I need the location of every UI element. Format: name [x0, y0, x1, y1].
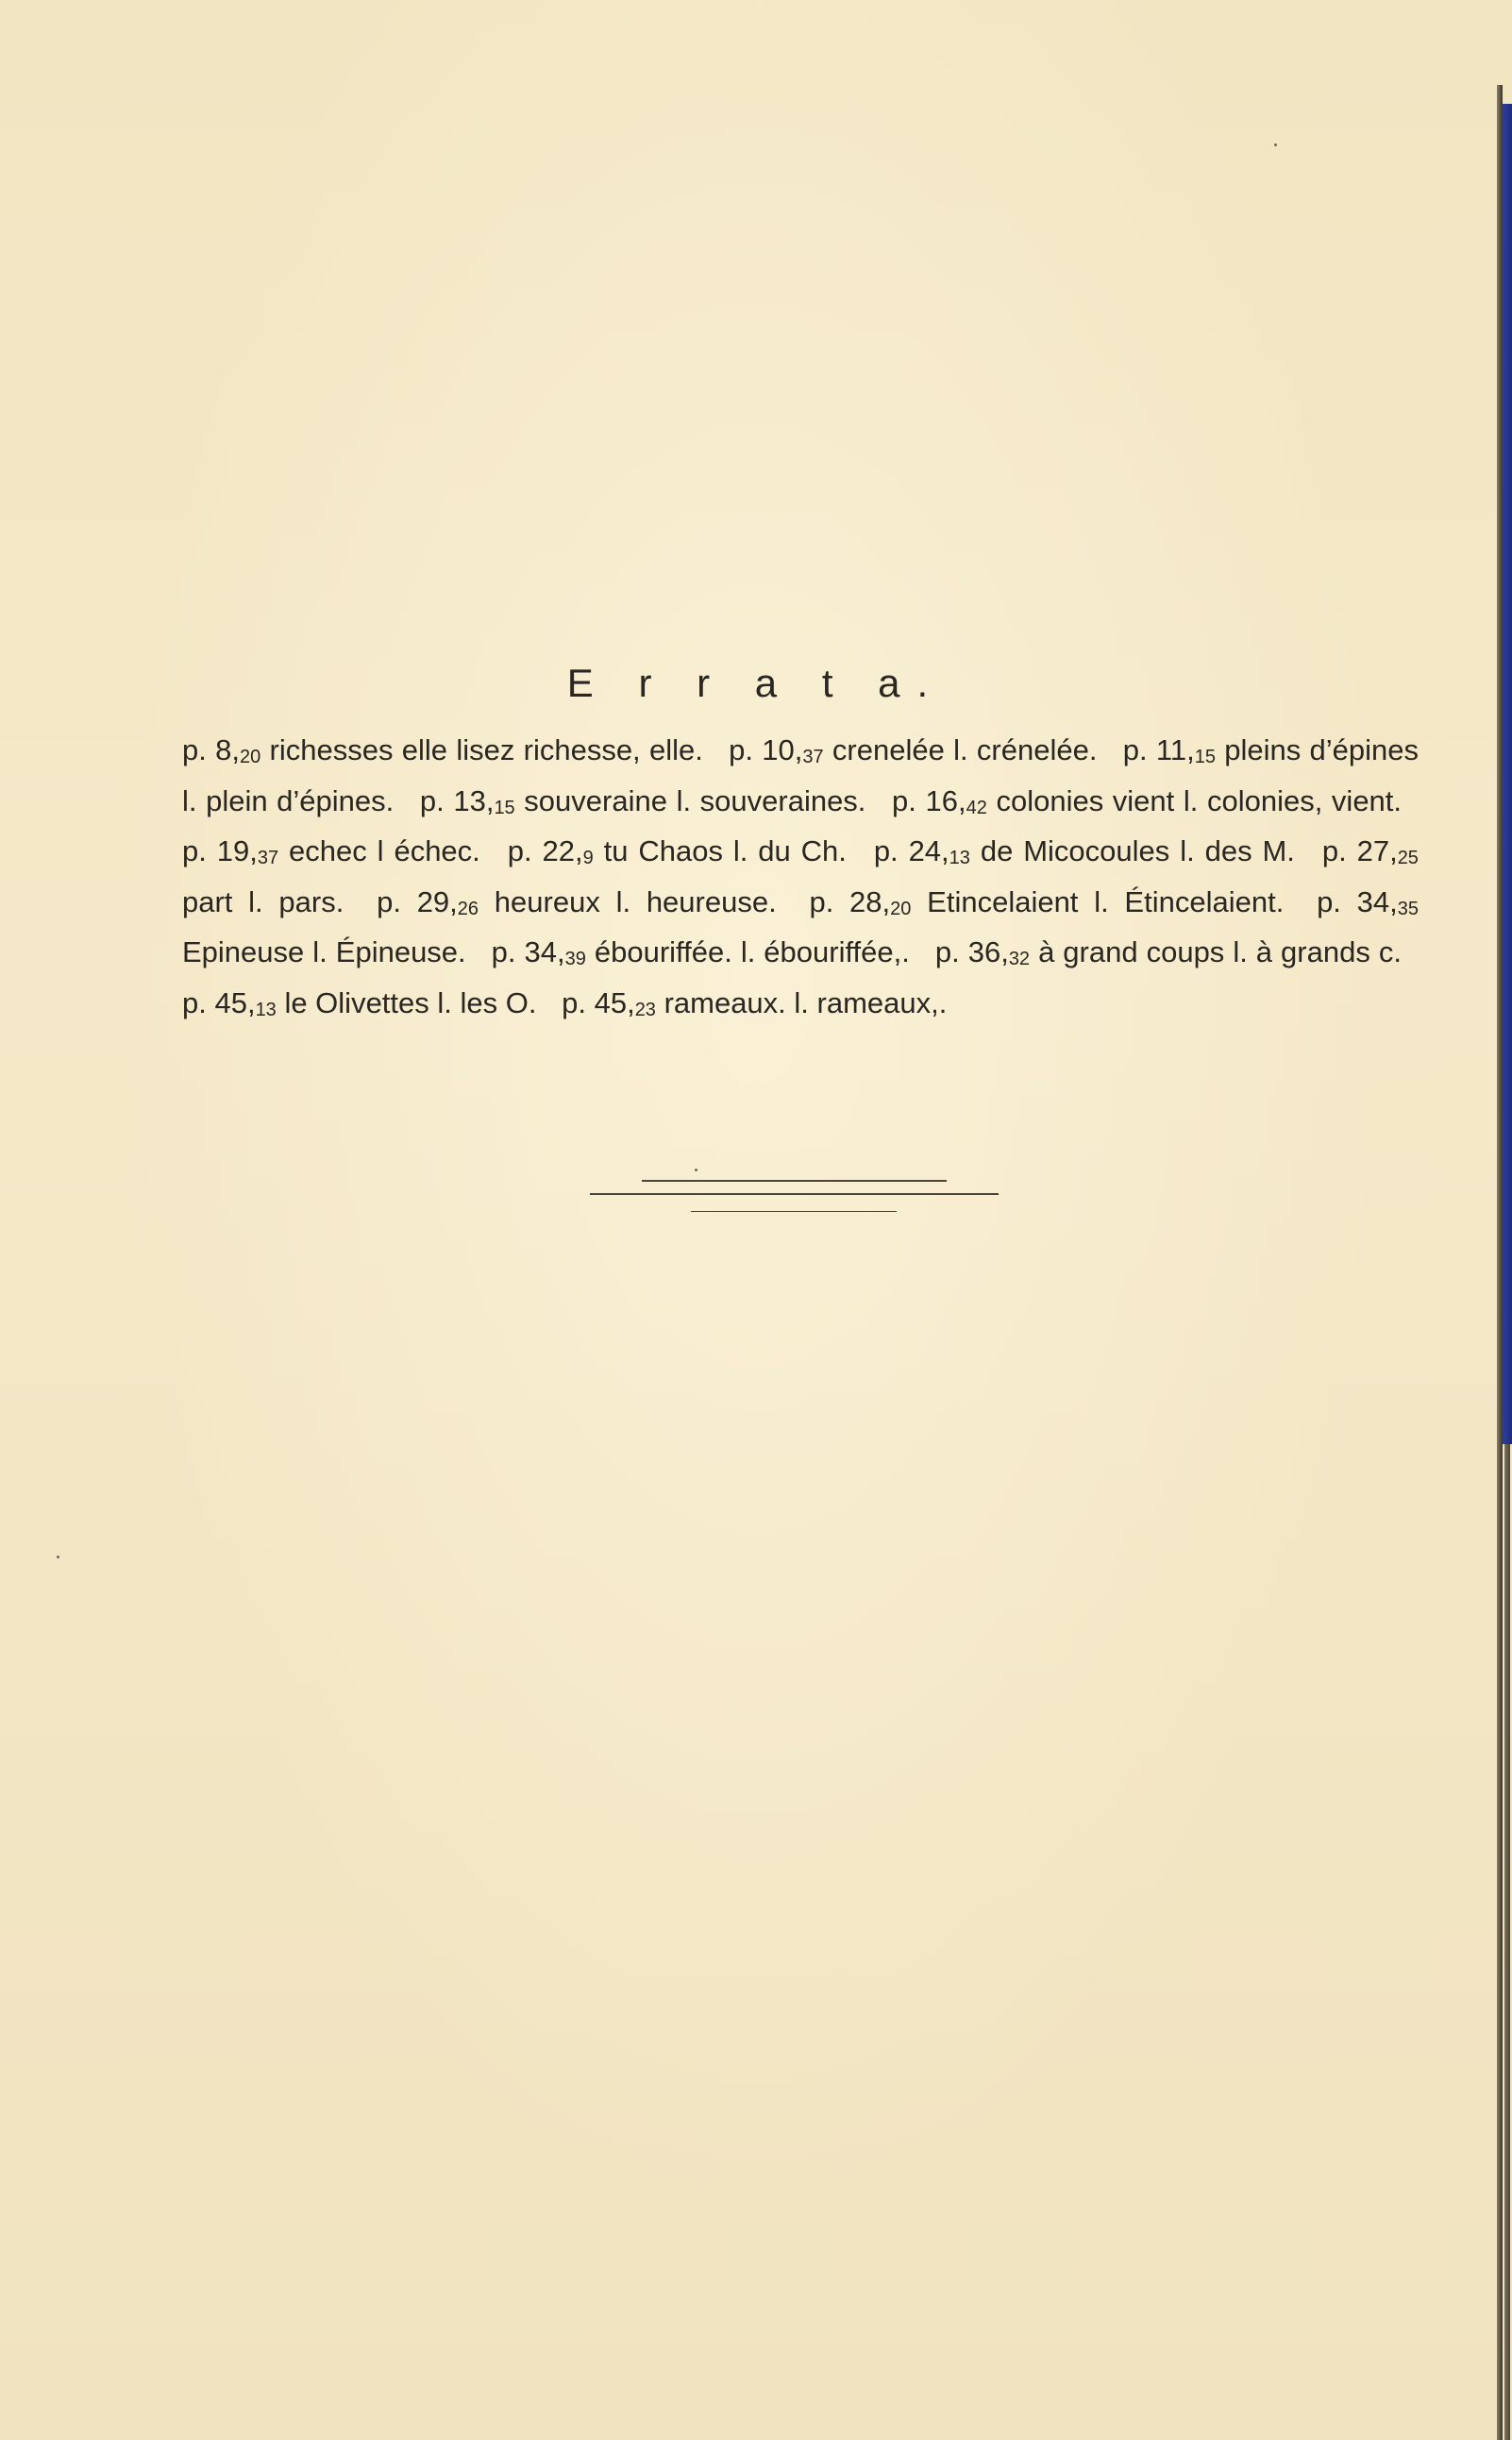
- errata-page-ref: p. 29,: [377, 884, 458, 918]
- errata-page-ref: p. 28,: [809, 884, 891, 918]
- errata-entry: [729, 733, 1097, 766]
- errata-page-ref: p. 34,: [491, 935, 565, 968]
- errata-error-text: ébouriffée.: [594, 935, 732, 968]
- errata-correction-text: l. pars.: [248, 884, 344, 918]
- errata-error-text: de Micocoules: [980, 834, 1170, 867]
- errata-entry: [508, 834, 847, 867]
- errata-entry: [492, 935, 910, 968]
- errata-error-text: colonies vient: [996, 783, 1175, 817]
- errata-line-number: 37: [257, 848, 279, 868]
- errata-correction-text: l. colonies, vient.: [1183, 783, 1403, 817]
- errata-line-number: 25: [1397, 848, 1419, 868]
- errata-page-ref: p. 19,: [182, 834, 258, 867]
- errata-error-text: part: [182, 884, 233, 918]
- errata-error-text: echec: [289, 834, 367, 867]
- errata-correction-text: l échec.: [377, 834, 480, 867]
- errata-error-text: richesses elle: [269, 733, 448, 766]
- errata-correction-text: l. plein d’épines.: [182, 783, 395, 817]
- page-edge-lower: [1504, 1444, 1510, 2440]
- errata-error-text: heureux: [494, 884, 600, 918]
- paper-speck: [695, 1169, 697, 1171]
- errata-error-text: Epineuse: [182, 935, 305, 968]
- errata-page-ref: p. 27,: [1321, 834, 1398, 867]
- errata-line-number: 9: [582, 848, 594, 868]
- errata-correction-text: l. Épineuse.: [312, 935, 466, 968]
- errata-error-text: Etincelaient: [927, 884, 1079, 918]
- errata-line-number: 20: [890, 898, 912, 919]
- errata-line-number: 37: [802, 747, 824, 767]
- errata-correction-text: lisez richesse, elle.: [456, 733, 703, 766]
- errata-line-number: 20: [240, 747, 261, 767]
- errata-correction-text: l. à grands c.: [1233, 935, 1402, 968]
- errata-page-ref: p. 11,: [1122, 733, 1195, 766]
- errata-entry: [892, 784, 1402, 817]
- errata-error-text: tu Chaos: [603, 834, 723, 867]
- errata-page-ref: p. 24,: [873, 834, 949, 867]
- errata-correction-text: l. heureuse.: [615, 884, 777, 918]
- errata-entry: [935, 935, 1402, 968]
- errata-correction-text: l. crénelée.: [953, 733, 1098, 766]
- errata-page-ref: p. 36,: [934, 935, 1009, 968]
- cover-edge-blue: [1503, 104, 1512, 1444]
- errata-error-text: souveraine: [524, 783, 667, 817]
- errata-line-number: 13: [949, 848, 970, 868]
- errata-title: E r r a t a.: [566, 661, 946, 705]
- errata-error-text: rameaux.: [664, 985, 786, 1019]
- errata-page-ref: p. 8,: [182, 733, 240, 766]
- closing-rule-middle: [590, 1193, 999, 1195]
- errata-line-number: 15: [1194, 747, 1216, 767]
- errata-correction-text: l. les O.: [437, 985, 537, 1019]
- closing-rule-top: [642, 1180, 947, 1182]
- errata-list: [182, 729, 1419, 1032]
- errata-correction-text: l. rameaux,.: [794, 985, 948, 1019]
- errata-page-ref: p. 34,: [1317, 884, 1398, 918]
- errata-error-text: à grand coups: [1038, 935, 1225, 968]
- errata-page-ref: p. 45,: [182, 985, 256, 1019]
- errata-page-ref: p. 22,: [507, 834, 583, 867]
- errata-correction-text: l. Étincelaient.: [1094, 884, 1285, 918]
- errata-entry: [874, 834, 1295, 867]
- errata-page-ref: p. 10,: [729, 733, 803, 766]
- errata-line-number: 23: [634, 999, 656, 1020]
- errata-error-text: pleins d’épines: [1224, 733, 1420, 766]
- errata-entry: [182, 733, 703, 766]
- errata-page-ref: p. 16,: [892, 783, 966, 817]
- errata-entry: [377, 885, 777, 918]
- errata-line-number: 39: [564, 949, 586, 969]
- errata-correction-text: l. du Ch.: [732, 834, 847, 867]
- errata-page-ref: p. 45,: [562, 985, 635, 1019]
- errata-line-number: 13: [255, 999, 277, 1020]
- errata-page-ref: p. 13,: [419, 783, 495, 817]
- errata-line-number: 32: [1008, 949, 1031, 969]
- errata-line-number: 42: [966, 797, 987, 818]
- errata-entry: [182, 834, 480, 867]
- errata-entry: [420, 784, 866, 817]
- paper-speck: [1274, 143, 1277, 146]
- errata-correction-text: l. souveraines.: [676, 783, 866, 817]
- errata-error-text: le Olivettes: [284, 985, 429, 1019]
- errata-correction-text: l. ébouriffée,.: [740, 935, 910, 968]
- errata-error-text: crenelée: [832, 733, 945, 766]
- errata-line-number: 26: [457, 898, 479, 919]
- errata-correction-text: l. des M.: [1180, 834, 1295, 867]
- closing-rule-bottom: [691, 1211, 897, 1212]
- errata-entry: [562, 986, 947, 1019]
- errata-entry: [809, 885, 1284, 918]
- errata-entry: [182, 986, 537, 1019]
- errata-line-number: 35: [1397, 898, 1420, 919]
- paper-speck: [57, 1556, 59, 1558]
- errata-line-number: 15: [494, 797, 515, 818]
